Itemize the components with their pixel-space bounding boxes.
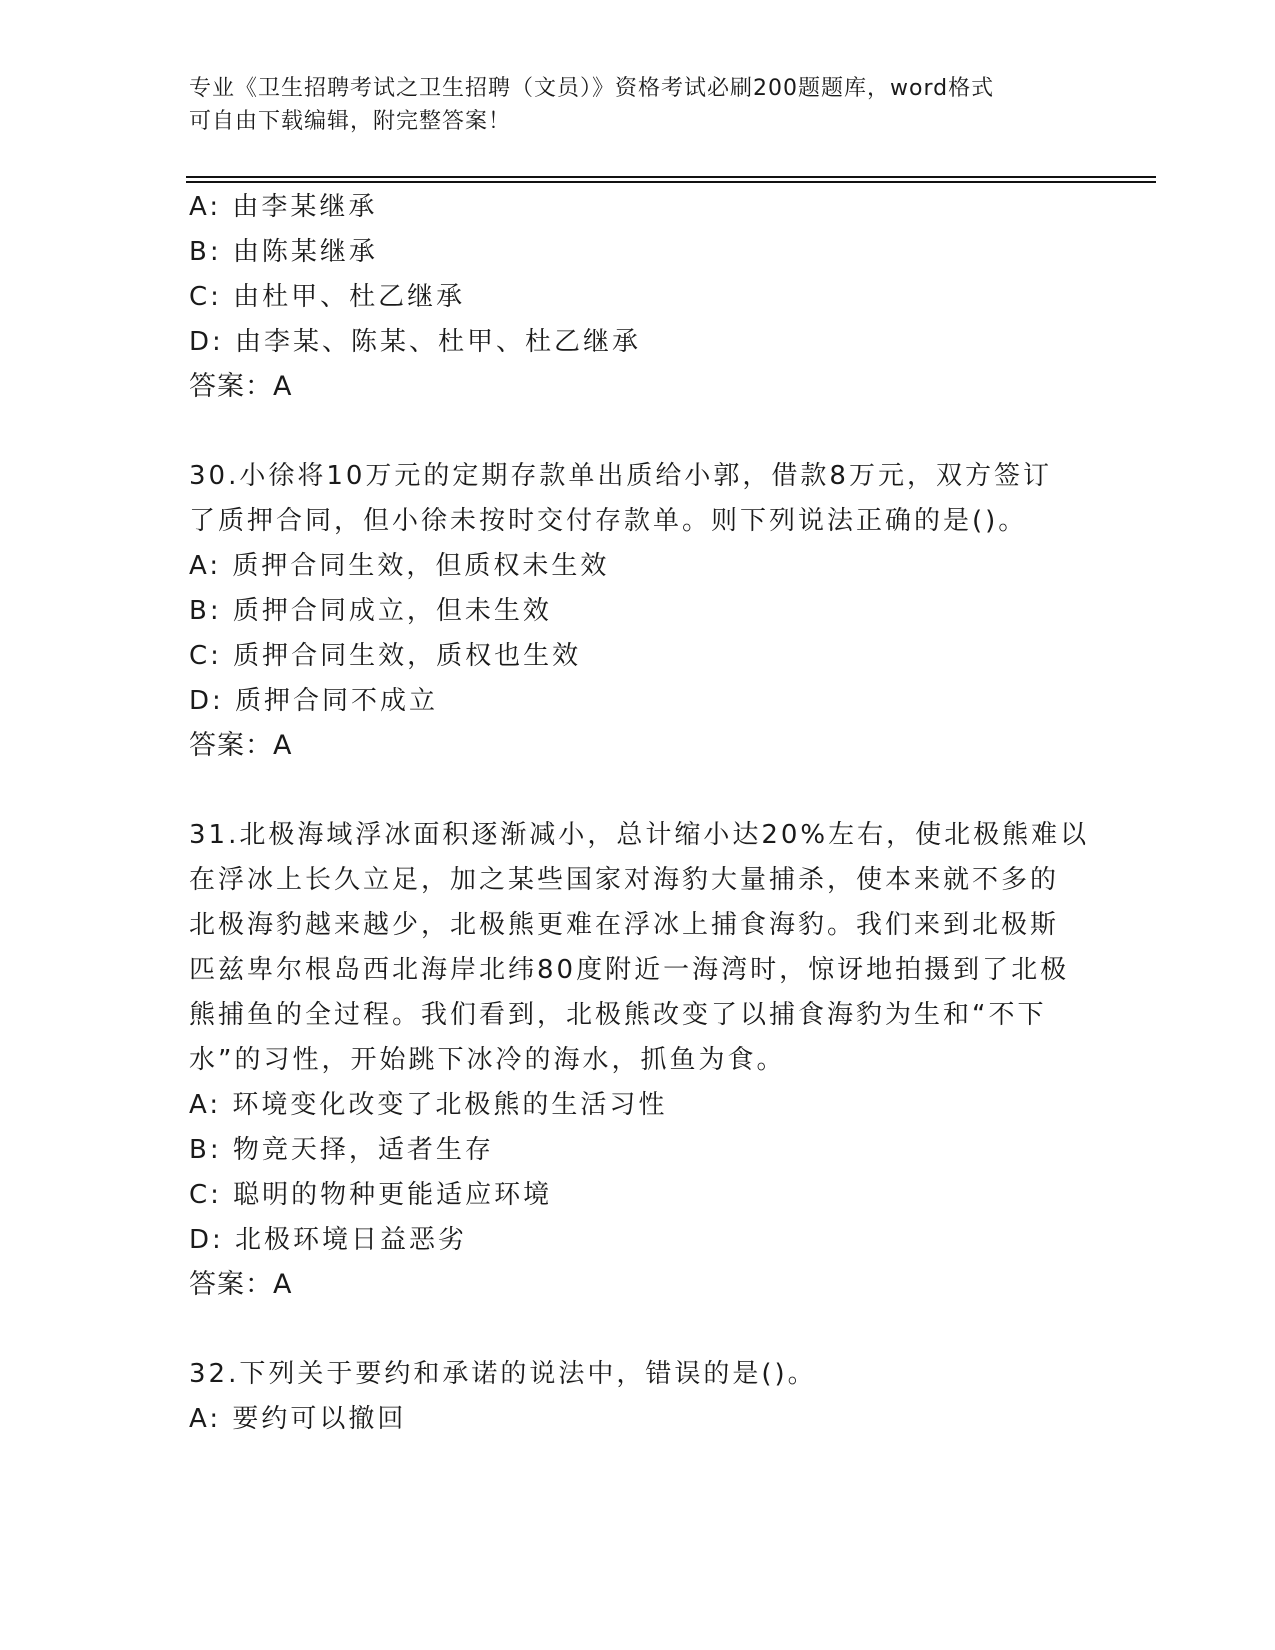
q32-option-a: A: 要约可以撤回 (189, 1404, 407, 1434)
q30-answer: 答案：A (189, 730, 293, 761)
q31-stem-line-2: 在浮冰上长久立足，加之某些国家对海豹大量捕杀，使本来就不多的 (189, 865, 1060, 895)
q31-stem-line-3: 北极海豹越来越少，北极熊更难在浮冰上捕食海豹。我们来到北极斯 (189, 910, 1060, 940)
q31-option-a: A: 环境变化改变了北极熊的生活习性 (189, 1090, 668, 1120)
q31-stem-line-5: 熊捕鱼的全过程。我们看到，北极熊改变了以捕食海豹为生和“不下 (189, 1000, 1047, 1030)
q29-option-d: D: 由李某、陈某、杜甲、杜乙继承 (189, 327, 642, 357)
q31-stem-line-6: 水”的习性，开始跳下冰冷的海水，抓鱼为食。 (189, 1045, 786, 1075)
q30-stem-line-1: 30.小徐将10万元的定期存款单出质给小郭，借款8万元，双方签订 (189, 461, 1052, 491)
q29-answer: 答案：A (189, 371, 293, 402)
header-divider-top (186, 176, 1156, 178)
q29-option-c: C: 由杜甲、杜乙继承 (189, 282, 466, 312)
q31-option-b: B: 物竞天择，适者生存 (189, 1135, 494, 1165)
q30-option-b: B: 质押合同成立，但未生效 (189, 596, 552, 626)
q31-option-d: D: 北极环境日益恶劣 (189, 1225, 468, 1255)
q31-option-c: C: 聪明的物种更能适应环境 (189, 1180, 553, 1210)
q32-stem-line-1: 32.下列关于要约和承诺的说法中，错误的是()。 (189, 1359, 817, 1389)
q29-option-b: B: 由陈某继承 (189, 237, 378, 267)
header-title-line-1: 专业《卫生招聘考试之卫生招聘（文员）》资格考试必刷200题题库，word格式 (189, 76, 995, 101)
q30-option-c: C: 质押合同生效，质权也生效 (189, 641, 582, 671)
q30-option-d: D: 质押合同不成立 (189, 686, 439, 716)
document-header (189, 72, 1089, 138)
q31-stem-line-1: 31.北极海域浮冰面积逐渐减小，总计缩小达20%左右，使北极熊难以 (189, 820, 1090, 850)
q31-stem-line-4: 匹兹卑尔根岛西北海岸北纬80度附近一海湾时，惊讶地拍摄到了北极 (189, 955, 1070, 985)
q29-option-a: A: 由李某继承 (189, 192, 378, 222)
q31-answer: 答案：A (189, 1269, 293, 1300)
header-title-line-2: 可自由下载编辑，附完整答案！ (189, 109, 512, 134)
q30-stem-line-2: 了质押合同，但小徐未按时交付存款单。则下列说法正确的是()。 (189, 506, 1028, 536)
q30-option-a: A: 质押合同生效，但质权未生效 (189, 551, 610, 581)
header-divider-bottom (186, 181, 1156, 183)
